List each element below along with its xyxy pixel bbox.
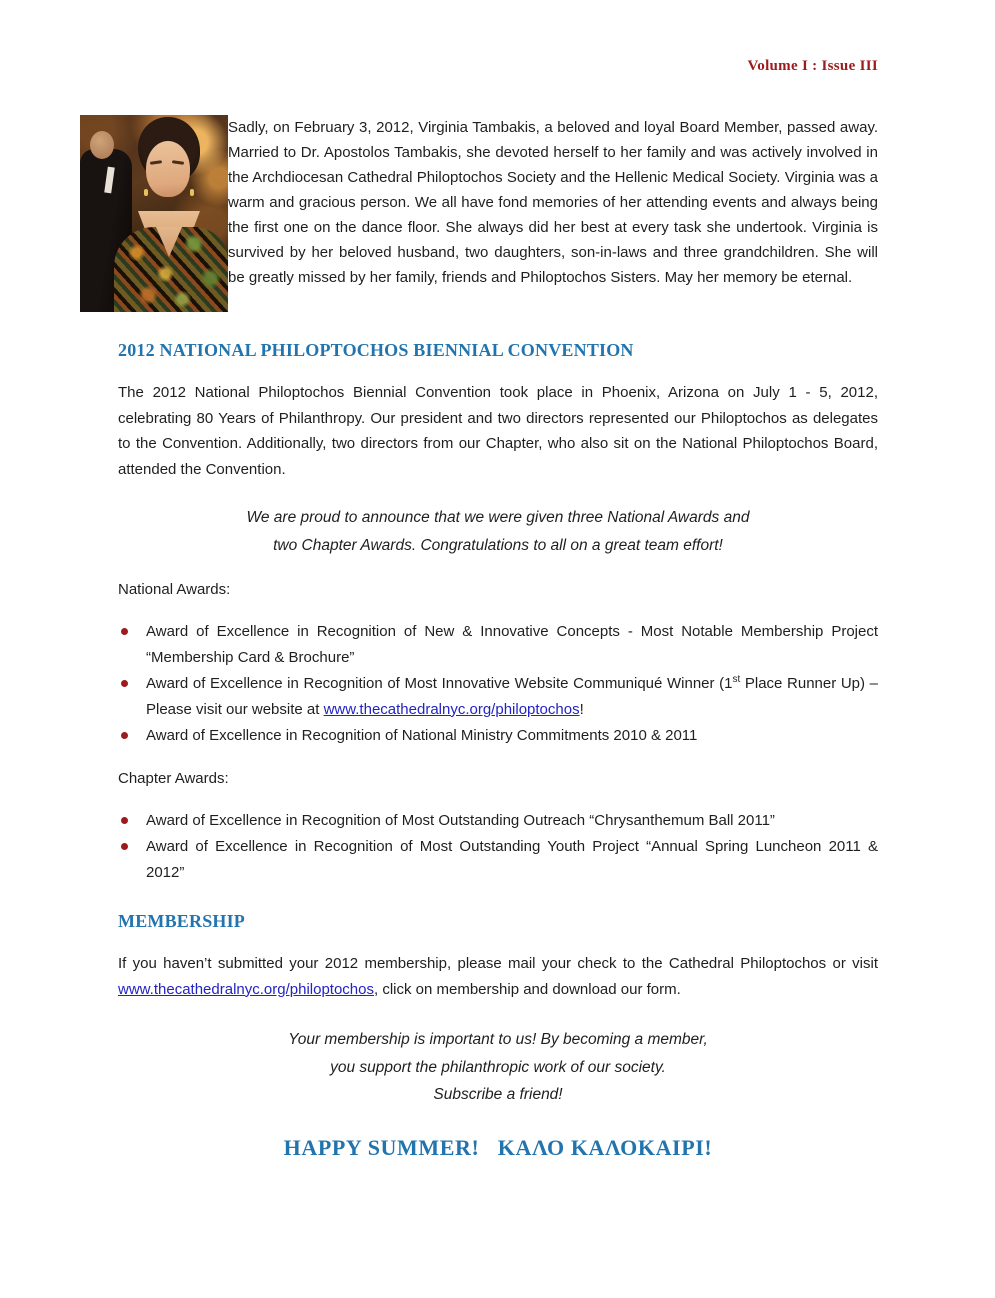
chapter-award-item-2 bbox=[118, 834, 878, 885]
membership-paragraph bbox=[118, 951, 878, 1002]
national-award-item-1 bbox=[118, 619, 878, 670]
membership-heading: MEMBERSHIP bbox=[118, 911, 246, 931]
membership-closing-line3: Subscribe a friend! bbox=[433, 1086, 563, 1103]
convention-paragraph: The 2012 National Philoptochos Biennial Convention took place in Phoenix, Arizona on July 1 - 5, 2012, celebrating 80 Years of Philanthropy. Our president and two directors represented our Philoptochos as delegates to the Convention. Additionally, two directors from our Chapter, who also sit on the National Philoptochos Board, attended the Convention. bbox=[118, 384, 878, 478]
national-awards-list bbox=[118, 619, 878, 749]
chapter-award-item-1-text: Award of Excellence in Recognition of Most Outstanding Outreach “Chrysanthemum Ball 2011” bbox=[146, 811, 775, 829]
national-award-item-2-post: ! bbox=[579, 700, 584, 718]
masthead bbox=[118, 0, 878, 75]
philoptochos-website-link[interactable]: www.thecathedralnyc.org/philoptochos bbox=[323, 700, 580, 718]
national-awards-label: National Awards: bbox=[118, 581, 231, 598]
awards-announcement-line2: two Chapter Awards. Congratulations to all on a great team effort! bbox=[273, 537, 723, 554]
issue-label: Volume I : Issue III bbox=[747, 58, 878, 74]
photo-left-earring bbox=[144, 189, 148, 196]
ordinal-superscript: st bbox=[732, 674, 741, 685]
chapter-awards-label: Chapter Awards: bbox=[118, 769, 229, 787]
membership-website-link[interactable]: www.thecathedralnyc.org/philoptochos bbox=[118, 980, 374, 998]
national-award-item-3-text: Award of Excellence in Recognition of National Ministry Commitments 2010 & 2011 bbox=[146, 727, 698, 744]
convention-heading: 2012 NATIONAL PHILOPTOCHOS BIENNIAL CONVENTION bbox=[118, 340, 634, 360]
national-award-item-1-text: Award of Excellence in Recognition of New & Innovative Concepts - Most Notable Membership Project “Membership Card & Brochure” bbox=[146, 623, 878, 666]
awards-announcement-line1: We are proud to announce that we were given three National Awards and bbox=[246, 509, 750, 526]
membership-closing-line2: you support the philanthropic work of our society. bbox=[330, 1058, 666, 1076]
membership-closing-line1: Your membership is important to us! By becoming a member, bbox=[288, 1031, 708, 1048]
obituary-section bbox=[118, 115, 878, 312]
national-award-item-2 bbox=[118, 671, 878, 722]
awards-announcement bbox=[118, 504, 878, 560]
photo-woman-face bbox=[146, 141, 190, 197]
photo-man-head bbox=[90, 131, 114, 159]
membership-closing bbox=[118, 1026, 878, 1109]
virginia-tambakis-photo bbox=[80, 115, 228, 312]
membership-paragraph-post: , click on membership and download our form. bbox=[373, 980, 681, 998]
chapter-awards-list bbox=[118, 808, 878, 886]
obituary-paragraph: Sadly, on February 3, 2012, Virginia Tambakis, a beloved and loyal Board Member, passed away. Married to Dr. Apostolos Tambakis, she devoted herself to her family and was actively involved in the Archdiocesan Cathedral Philoptochos Society and the Hellenic Medical Society. Virginia was a warm and gracious person. We all have fond memories of her attending events and always being the first one on the dance floor. She always did her best at every task she undertook. Virginia is survived by her beloved husband, two daughters, son-in-laws and three grandchildren. She will be greatly missed by her family, friends and Philoptochos Sisters. May her memory be eternal. bbox=[228, 119, 878, 286]
national-award-item-2-mid: Place Runner Up) – Please visit our website at bbox=[146, 675, 878, 718]
national-award-item-2-pre: Award of Excellence in Recognition of Most Innovative Website Communiqué Winner (1 bbox=[146, 675, 733, 692]
membership-paragraph-pre: If you haven’t submitted your 2012 membership, please mail your check to the Cathedral Philoptochos or visit bbox=[118, 955, 878, 972]
summer-greeting: HAPPY SUMMER! ΚΑΛΟ ΚΑΛΟΚΑΙΡΙ! bbox=[283, 1134, 713, 1160]
chapter-award-item-1 bbox=[118, 808, 878, 834]
chapter-award-item-2-text: Award of Excellence in Recognition of Most Outstanding Youth Project “Annual Spring Luncheon 2011 & 2012” bbox=[146, 838, 878, 881]
photo-right-earring bbox=[190, 189, 194, 196]
national-award-item-3 bbox=[118, 723, 878, 749]
